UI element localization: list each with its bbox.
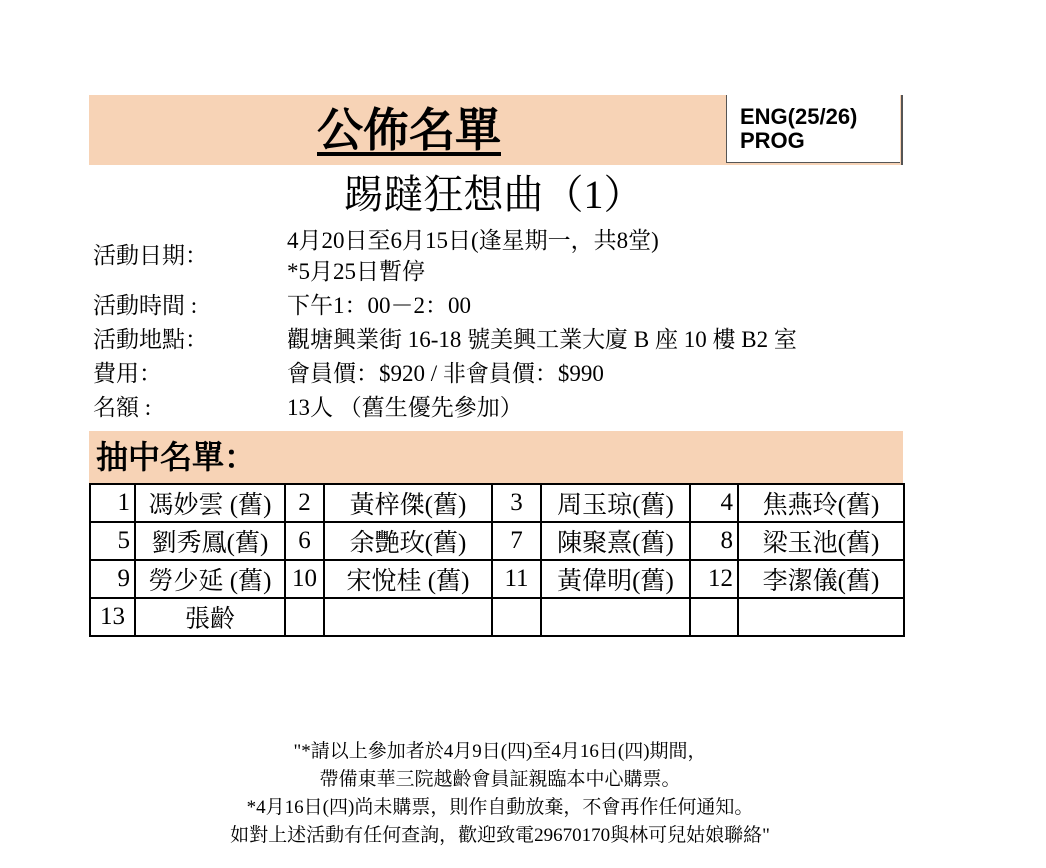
entry-name: 張齡 [135,598,285,636]
date-label: 活動日期： [93,243,208,268]
entry-name: 宋悅桂 (舊) [324,560,492,598]
entry-number: 11 [492,560,541,598]
date-value1: 4月20日至6月15日(逢星期一，共8堂) [287,228,659,253]
entry-name: 焦燕玲(舊) [738,484,904,522]
footer-line4: 如對上述活動有任何查詢，歡迎致電29670170與林可兒姑娘聯絡" [230,825,770,846]
time-label: 活動時間 : [93,293,198,318]
notice-sheet [89,95,903,637]
header-border [901,95,903,165]
entry-name: 余艷玫(舊) [324,522,492,560]
page-title: 公佈名單 [317,103,501,157]
footer-line1: "*請以上參加者於4月9日(四)至4月16日(四)期間， [293,741,707,762]
entry-name: 李潔儀(舊) [738,560,904,598]
entry-name: 梁玉池(舊) [738,522,904,560]
entry-number: 8 [690,522,738,560]
footer-line2: 帶備東華三院越齡會員証親臨本中心購票。 [319,769,681,790]
entry-name [738,598,904,636]
names-table [89,483,905,637]
quota-label: 名額 : [93,395,152,420]
entry-number: 10 [285,560,324,598]
entry-name: 勞少延 (舊) [135,560,285,598]
entry-number [690,598,738,636]
venue-label: 活動地點： [93,327,208,352]
activity-title: 踢躂狂想曲（1） [343,172,644,217]
entry-name: 劉秀鳳(舊) [135,522,285,560]
entry-number: 5 [90,522,135,560]
info-row-venue [89,324,903,358]
program-code-box [726,95,900,163]
entry-name: 黃梓傑(舊) [324,484,492,522]
entry-number: 13 [90,598,135,636]
table-row [90,560,904,598]
entry-name: 周玉琼(舊) [541,484,690,522]
entry-number: 6 [285,522,324,560]
time-value: 下午1：00－2：00 [287,293,471,318]
list-heading: 抽中名單： [89,431,903,483]
entry-name: 黃偉明(舊) [541,560,690,598]
footer-notes [0,738,1000,850]
program-code-line2: PROG [740,128,805,153]
entry-number: 7 [492,522,541,560]
entry-number: 1 [90,484,135,522]
entry-number: 2 [285,484,324,522]
info-row-time [89,290,903,324]
entry-name [324,598,492,636]
entry-number: 4 [690,484,738,522]
info-row-quota [89,392,903,426]
quota-value: 13人 （舊生優先參加） [287,395,523,420]
entry-number: 12 [690,560,738,598]
entry-number: 3 [492,484,541,522]
fee-label: 費用： [93,361,162,386]
table-row [90,522,904,560]
table-row [90,598,904,636]
program-code-line1: ENG(25/26) [740,104,858,129]
date-value2: *5月25日暫停 [287,259,425,284]
footer-line3: *4月16日(四)尚未購票，則作自動放棄，不會再作任何通知。 [246,797,754,818]
entry-name [541,598,690,636]
fee-value: 會員價：$920 / 非會員價：$990 [287,361,604,386]
table-row [90,484,904,522]
entry-name: 陳聚熹(舊) [541,522,690,560]
venue-value: 觀塘興業街 16-18 號美興工業大廈 B 座 10 樓 B2 室 [287,327,797,352]
entry-number [492,598,541,636]
info-row-date [89,225,903,287]
entry-name: 馮妙雲 (舊) [135,484,285,522]
header-band [89,95,903,165]
info-row-fee [89,358,903,392]
entry-number [285,598,324,636]
entry-number: 9 [90,560,135,598]
